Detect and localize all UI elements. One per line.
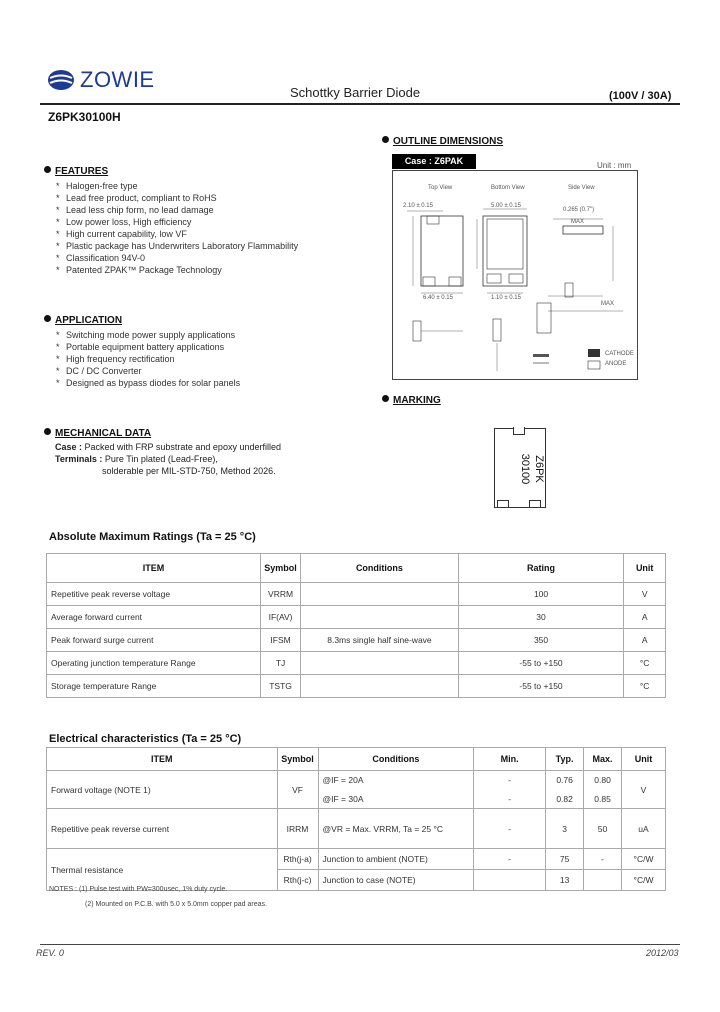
list-item: * DC / DC Converter [48, 365, 348, 377]
cell: Forward voltage (NOTE 1) [47, 771, 278, 809]
header-cell: Conditions [318, 748, 474, 771]
list-item: * Patented ZPAK™ Package Technology [48, 264, 348, 276]
cell: VF [277, 771, 318, 809]
cell: 50 [584, 809, 622, 849]
top-view-label: Top View [428, 185, 453, 191]
outline-heading: OUTLINE DIMENSIONS [382, 136, 503, 147]
unit-label: Unit : mm [597, 161, 632, 170]
zowie-logo-icon [47, 69, 75, 91]
cell [301, 652, 459, 675]
bullet-icon [44, 428, 51, 435]
cell: Repetitive peak reverse voltage [47, 583, 261, 606]
cell: 350 [458, 629, 624, 652]
table-header-row [47, 748, 666, 771]
cell: A [624, 606, 666, 629]
cell: Operating junction temperature Range [47, 652, 261, 675]
dim-label: 0.265 (0.7") [563, 207, 595, 213]
bullet-icon [44, 315, 51, 322]
cell: 0.80 [584, 771, 622, 790]
list-item: * Low power loss, High efficiency [48, 216, 348, 228]
dim-label: 6.40 ± 0.15 [423, 295, 453, 301]
cell: 100 [458, 583, 624, 606]
dim-label: 5.00 ± 0.15 [491, 203, 521, 209]
cell: Junction to ambient (NOTE) [318, 849, 474, 870]
bullet-icon [44, 166, 51, 173]
case-badge: Case : Z6PAK [392, 154, 476, 169]
cell: TSTG [260, 675, 300, 698]
cell: VRRM [260, 583, 300, 606]
cell: 13 [546, 870, 584, 891]
terminals-text-2: solderable per MIL-STD-750, Method 2026. [102, 466, 276, 476]
cell [474, 870, 546, 891]
table-row [47, 809, 666, 849]
cell: °C [624, 652, 666, 675]
terminals-label: Terminals : [55, 454, 103, 464]
revision: REV. 0 [36, 948, 64, 958]
marking-package [494, 428, 546, 508]
cell: Rth(j-a) [277, 849, 318, 870]
cell [584, 870, 622, 891]
cell: Repetitive peak reverse current [47, 809, 278, 849]
note-1: NOTES : (1) Pulse test with PW=300usec, 1% duty cycle. [49, 886, 228, 893]
list-item: * High frequency rectification [48, 353, 348, 365]
list-item: * Plastic package has Underwriters Laboratory Flammability [48, 240, 348, 252]
bottom-view-label: Bottom View [491, 185, 525, 191]
cell: @IF = 20A [318, 771, 474, 790]
list-item: * Lead less chip form, no lead damage [48, 204, 348, 216]
application-list [48, 329, 348, 389]
cell: Junction to case (NOTE) [318, 870, 474, 891]
outline-drawing [392, 170, 638, 380]
table-row [47, 583, 666, 606]
header-cell: Symbol [260, 554, 300, 583]
cell: 75 [546, 849, 584, 870]
cell: - [474, 849, 546, 870]
list-item: * Classification 94V-0 [48, 252, 348, 264]
legend-label: CATHODE [605, 351, 634, 357]
cell: -55 to +150 [458, 675, 624, 698]
list-item: * Designed as bypass diodes for solar panels [48, 377, 348, 389]
marking-line-1: Z6PK [533, 455, 545, 483]
brand-name: ZOWIE [80, 67, 155, 92]
bullet-icon [382, 136, 389, 143]
cell: 30 [458, 606, 624, 629]
case-text: Packed with FRP substrate and epoxy underfilled [84, 442, 281, 452]
list-item: * Switching mode power supply applications [48, 329, 348, 341]
footer-divider [40, 944, 680, 945]
table-header-row [47, 554, 666, 583]
cell: V [624, 583, 666, 606]
bullet-icon [382, 395, 389, 402]
cell: - [474, 790, 546, 809]
cell: Thermal resistance [47, 849, 278, 891]
cell: TJ [260, 652, 300, 675]
table-row [47, 606, 666, 629]
header-cell: Typ. [546, 748, 584, 771]
cell: Peak forward surge current [47, 629, 261, 652]
note-2: (2) Mounted on P.C.B. with 5.0 x 5.0mm copper pad areas. [85, 901, 267, 908]
electrical-table [46, 747, 666, 891]
features-list [48, 180, 348, 276]
dim-label: MAX [601, 301, 615, 307]
cell: @IF = 30A [318, 790, 474, 809]
header-cell: Rating [458, 554, 624, 583]
cell: V [622, 771, 666, 809]
marking-heading: MARKING [382, 395, 441, 406]
header-cell: Conditions [301, 554, 459, 583]
electrical-title: Electrical characteristics (Ta = 25 °C) [49, 733, 242, 745]
abs-max-title: Absolute Maximum Ratings (Ta = 25 °C) [49, 531, 256, 543]
marking-text [494, 446, 546, 492]
cell [301, 606, 459, 629]
header-cell: Max. [584, 748, 622, 771]
cell: - [474, 771, 546, 790]
cell: 8.3ms single half sine-wave [301, 629, 459, 652]
cell: °C [624, 675, 666, 698]
cell: - [584, 849, 622, 870]
cell [301, 583, 459, 606]
document-rating: (100V / 30A) [609, 90, 672, 102]
cell: °C/W [622, 849, 666, 870]
header-cell: ITEM [47, 748, 278, 771]
cell: 0.85 [584, 790, 622, 809]
list-item: * Portable equipment battery applications [48, 341, 348, 353]
table-row [47, 849, 666, 870]
cell: 0.82 [546, 790, 584, 809]
cell: Rth(j-c) [277, 870, 318, 891]
cell: °C/W [622, 870, 666, 891]
side-view-label: Side View [568, 185, 595, 191]
mechanical-heading: MECHANICAL DATA [44, 428, 151, 439]
part-number: Z6PK30100H [48, 110, 121, 124]
cell: IRRM [277, 809, 318, 849]
header-cell: Unit [624, 554, 666, 583]
marking-pad [497, 500, 509, 508]
cell [301, 675, 459, 698]
legend-label: ANODE [605, 361, 627, 367]
case-label: Case : [55, 442, 83, 452]
list-item: * Lead free product, compliant to RoHS [48, 192, 348, 204]
document-title: Schottky Barrier Diode [290, 85, 421, 100]
marking-pad [529, 500, 541, 508]
mechanical-data [55, 441, 355, 477]
abs-max-table [46, 553, 666, 698]
marking-line-2: 30100 [519, 453, 531, 485]
cell: @VR = Max. VRRM, Ta = 25 °C [318, 809, 474, 849]
list-item: * Halogen-free type [48, 180, 348, 192]
table-row [47, 675, 666, 698]
cell: Storage temperature Range [47, 675, 261, 698]
cell: A [624, 629, 666, 652]
header-cell: ITEM [47, 554, 261, 583]
cell: Average forward current [47, 606, 261, 629]
application-heading: APPLICATION [44, 315, 122, 326]
features-heading: FEATURES [44, 166, 108, 177]
cell: -55 to +150 [458, 652, 624, 675]
table-row [47, 629, 666, 652]
cell: IF(AV) [260, 606, 300, 629]
cell: 3 [546, 809, 584, 849]
header-cell: Symbol [277, 748, 318, 771]
table-row [47, 652, 666, 675]
header-divider [40, 103, 680, 105]
cell: uA [622, 809, 666, 849]
cell: IFSM [260, 629, 300, 652]
list-item: * High current capability, low VF [48, 228, 348, 240]
terminals-text: Pure Tin plated (Lead-Free), [104, 454, 218, 464]
cell: 0.76 [546, 771, 584, 790]
dim-label: 1.10 ± 0.15 [491, 295, 521, 301]
date: 2012/03 [646, 948, 679, 958]
dim-label: 2.10 ± 0.15 [403, 203, 433, 209]
dim-label: MAX [571, 219, 585, 225]
table-row [47, 771, 666, 790]
marking-notch [513, 427, 525, 435]
header-cell: Min. [474, 748, 546, 771]
header-cell: Unit [622, 748, 666, 771]
cell: - [474, 809, 546, 849]
